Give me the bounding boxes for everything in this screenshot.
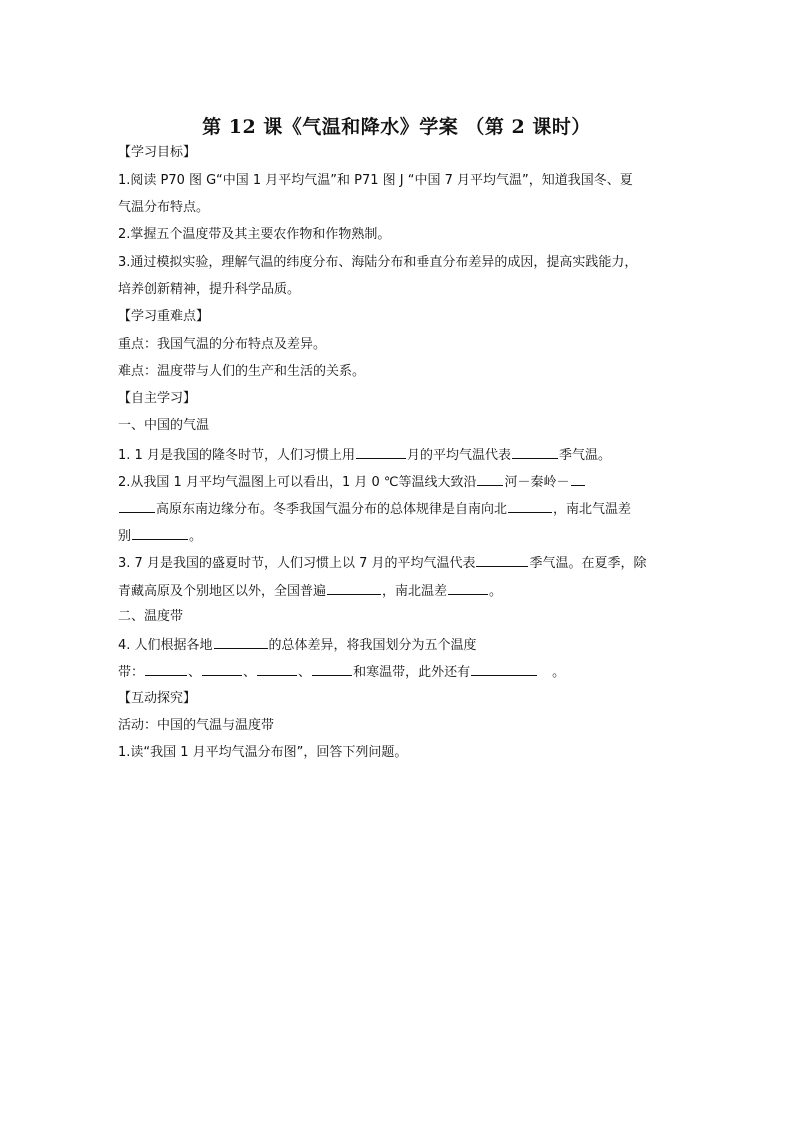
question-2-line-2: 高原东南边缘分布。冬季我国气温分布的总体规律是自南向北 ，南北气温差 <box>118 499 678 519</box>
question-3-line-1: 3. 7 月是我国的盛夏时节，人们习惯上以 7 月的平均气温代表 季气温。在夏季，除 <box>118 553 678 573</box>
section-heading-objectives: 【学习目标】 <box>118 145 197 160</box>
answer-blank[interactable] <box>214 635 268 649</box>
answer-blank[interactable] <box>202 662 242 676</box>
answer-blank[interactable] <box>312 662 352 676</box>
answer-blank[interactable] <box>257 662 297 676</box>
answer-blank[interactable] <box>476 553 528 567</box>
key-point: 重点：我国气温的分布特点及差异。 <box>118 337 327 352</box>
answer-blank[interactable] <box>356 445 406 459</box>
question-2-line-3: 别 。 <box>118 526 678 546</box>
reading-question-1: 1.读“我国 1 月平均气温分布图”，回答下列问题。 <box>118 745 408 760</box>
question-3-line-2: 青藏高原及个别地区以外，全国普遍 ，南北温差 。 <box>118 581 678 601</box>
answer-blank[interactable] <box>512 445 558 459</box>
answer-blank[interactable] <box>448 581 488 595</box>
objective-1-line-2: 气温分布特点。 <box>118 200 210 215</box>
page-title: 第 12 课《气温和降水》学案 （第 2 课时） <box>202 116 591 138</box>
answer-blank[interactable] <box>145 662 187 676</box>
objective-3-line-2: 培养创新精神，提升科学品质。 <box>118 282 301 297</box>
answer-blank[interactable] <box>477 472 503 486</box>
section-heading-interactive: 【互动探究】 <box>118 691 197 706</box>
question-4-line-1: 4. 人们根据各地 的总体差异，将我国划分为五个温度 <box>118 635 678 655</box>
question-1: 1. 1 月是我国的隆冬时节，人们习惯上用 月的平均气温代表 季气温。 <box>118 445 678 465</box>
answer-blank[interactable] <box>571 472 585 486</box>
activity-title: 活动：中国的气温与温度带 <box>118 718 275 733</box>
question-4-line-2: 带： 、 、 、 和寒温带，此外还有 。 <box>118 662 678 682</box>
subheading-china-temperature: 一、中国的气温 <box>118 418 210 433</box>
objective-3-line-1: 3.通过模拟实验，理解气温的纬度分布、海陆分布和垂直分布差异的成因，提高实践能力， <box>118 255 638 270</box>
answer-blank[interactable] <box>471 662 537 676</box>
answer-blank[interactable] <box>132 526 188 540</box>
objective-2: 2.掌握五个温度带及其主要农作物和作物熟制。 <box>118 227 391 242</box>
answer-blank[interactable] <box>119 499 155 513</box>
subheading-temperature-zones: 二、温度带 <box>118 609 184 624</box>
objective-1-line-1: 1.阅读 P70 图 G“中国 1 月平均气温”和 P71 图 J “中国 7 月平均气温”，知道我国冬、夏 <box>118 173 633 188</box>
section-heading-self-study: 【自主学习】 <box>118 391 197 406</box>
section-heading-key-points: 【学习重难点】 <box>118 309 210 324</box>
answer-blank[interactable] <box>508 499 552 513</box>
answer-blank[interactable] <box>327 581 381 595</box>
question-2-line-1: 2.从我国 1 月平均气温图上可以看出，1 月 0 ℃等温线大致沿 河－秦岭－ <box>118 472 678 492</box>
difficult-point: 难点：温度带与人们的生产和生活的关系。 <box>118 364 366 379</box>
